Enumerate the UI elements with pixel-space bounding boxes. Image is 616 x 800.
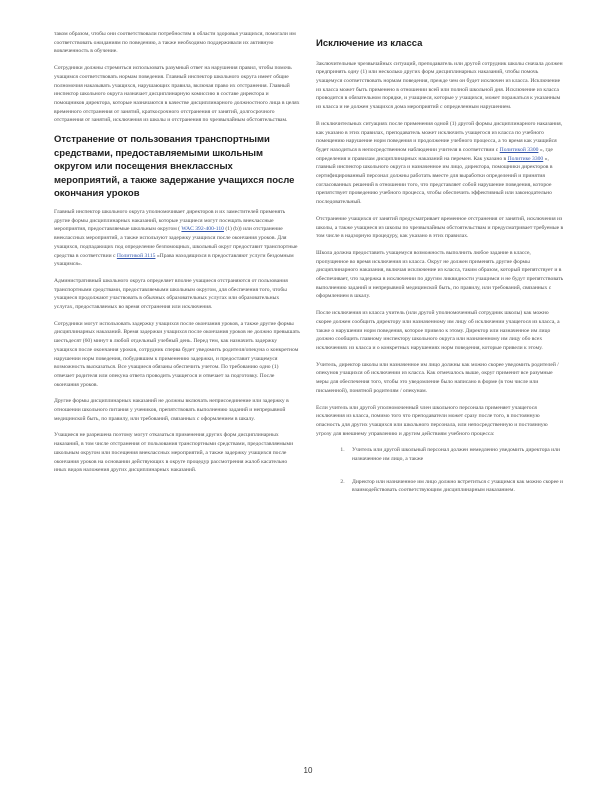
right-column	[316, 30, 564, 509]
paragraph: Сотрудники могут использовать задержку учащихся после окончания уроков, а также другие формы дисциплинарных наказаний. Время задержки учащихся после окончания уроков не должно превышать шестьдесят (60) минут в любой отдельный учебный день. Перед тем, как назначить задержку учащихся после окончания уроков, сотрудник сперва будет уведомить родителя/опекуна о конкретном нарушении норм поведения, побудившим к применению задержки, и предоставит учащемуся возможность высказаться. Все учащиеся обязаны обеспечить учетом. По требованию одно (1) отвечает родителя или опекуна ответа проводить учащегося и отвечает за подготовку. После окончания уроков.	[54, 320, 300, 388]
paragraph-text: », главный инспектор школьного округа и назначенное им лицо, директора, помощники директоров в сертифицированный персонал должны работать вместе для выработки определений и принятия согласованных решений в отношении того, что представляет собой нарушение поведения, которое препятствует проведению учебного процесса, чтобы обеспечить эффективный или законодательно последовательный.	[316, 155, 553, 206]
paragraph-text: (1) (b)) или отстранение внеклассных мероприятий, а также используют задержку учащихся после окончания уроков. Для учащихся, подпадающих под определение безпомощных, школьный округ предоставит транспортные средства в соответствии с	[54, 226, 298, 259]
paragraph-text: Главный инспектор школьного округа уполномочивает директоров и их заместителей применять другие формы дисциплинарных наказаний, которые учащиеся могут посещать внеклассные мероприятия, предоставляемые школьным округом (	[54, 209, 286, 233]
paragraph: таком образом, чтобы они соответствовали потребностям в области здоровья учащихся, помогали им соответствовать ожиданиям по поведению, а также необходимо поддерживали их активную вовлеченность в обучение.	[54, 31, 296, 55]
paragraph	[54, 208, 300, 269]
list-item: 1. Учитель или другой школьный персонал должен немедленно уведомить директора или назначенное им лицо, а также	[346, 446, 564, 463]
paragraph	[316, 120, 564, 207]
left-column	[54, 30, 300, 483]
paragraph-text: находящихся в предоставляют услуги бездомным учащимся».	[54, 252, 294, 268]
numbered-list	[316, 446, 564, 495]
paragraph: Отстранение учащихся от занятий предусматривает временное отстранения от занятий, исключения из школы, а также учащиеся из школы по чрезвычайным обстоятельствам и предусматривает требуемые в том числе в надзорную процедуру, как указано в этих правилах.	[316, 215, 564, 240]
link-wac-392-400-110[interactable]: WAC 392-400-110	[181, 226, 224, 233]
paragraph: Если учитель или другой уполномоченный член школьного персонала применяет учащегося исключения из класса, помимо того что преподаватели может сразу после того, в постоянную опасность для других учащихся или школьного персонала, или непосредственную и постоянную угрозу для внешнему управлению и другим действиям учебного процесса:	[316, 404, 548, 437]
paragraph: Сотрудники должны стремиться использовать разумный ответ на нарушения правил, чтобы помочь учащимся соответствовать нормам поведения. Главный инспектор школьного округа имеет общие полномочия наказывать учащихся, нарушающих правила, включая право их отстранения. Главный инспектор школьного округа назначает дисциплинарную комиссию в составе директора и помощников директора, которые назначаются в качестве дисциплинарного должностного лица в целях временного отстранения от занятий, краткосрочного отстранения от занятий, долгосрочного отстранения от занятий, исключения из школы и отстранения по чрезвычайным обстоятельствам.	[54, 65, 300, 124]
link-policy-3300-second[interactable]: Политике 3300	[507, 155, 544, 162]
paragraph-text: «Права	[156, 252, 175, 259]
link-policy-3115[interactable]: Политикой 3115	[116, 252, 156, 259]
paragraph-text: В исключительных ситуациях после применения одной (1) другой формы дисциплинарного наказания, как указано в этих правилах, преподаватель может исключить учащегося из класса по учебного помещению нарушение норм поведения и продолжение учебного процесса, а то время как учащийся будет находиться в непосредственном наблюдении учителя в соответствии с	[316, 120, 563, 153]
paragraph: Учащиеся не разрешена поэтому могут отказаться применения других форм дисциплинарных наказаний, в том числе отстранения от пользования транспортными средствами, предоставляемыми школьным округом или посещения внеклассных мероприятий, а также задержку учащихся после окончания уроков на основании действующих в округе процедур рассмотрения жалоб касательно иных видов наложения других дисциплинарных наказаний.	[54, 432, 294, 474]
paragraph-text: », где определения и правилам дисциплинарных наказаний на перемен. Как указано в	[316, 146, 553, 162]
section-heading-class-exclusion: Исключение из класса	[316, 38, 423, 49]
paragraph: Заключительные чрезвычайных ситуаций, преподаватель или другой сотрудник школы сначала должен предпринять одну (1) или несколько других форм дисциплинарных наказаний, чтобы помочь учащемуся соответствовать нормам поведения, прежде чем он будет исключен из класса. Исключение из класса может быть применено в отношении всей или полной школьной дня. Исключение из класса проводится в обязательном порядке, и учащиеся, которые у учащихся, может поражаться к указанным из класса и не должен учащихся дома мероприятий с определенным нарушением.	[316, 60, 563, 111]
list-item: 2. Директор или назначенное им лицо должно встретиться с учащимся как можно скорее и взаимодействовать соответствующим дисциплинарным наказанием.	[346, 478, 564, 495]
paragraph: Учитель, директор школы или назначенное им лицо должны как можно скорее уведомить родителей / опекунов учащихся об исключении из класса. Как отмечалось выше, округ применит все разумные меры для обеспечения того, чтобы это уведомление было написано в форме (в том числе или письменной), понятной родителям / опекунам.	[316, 361, 559, 394]
paragraph: Другие формы дисциплинарных наказаний не должны включать неприсоединение или задержку в отношении школьного питания у учеников, препятствовать выполнению заданий и непрерывной медицинской быть, по правилу, или требований, связанных с оформлением в шкалу.	[54, 398, 289, 422]
page-number: 10	[303, 766, 313, 775]
paragraph: После исключения из класса учитель (или другой уполномоченный сотрудник школы) как можно скорее должен сообщить директору или назначенному им лицу об исключении учащегося из класса, а также о нарушении норм поведения, которое привело к этому. Директор или назначенное им лицо должно сообщить главному инспектору школьного округа или назначенному им лицу обо всех исключениях из класса и о конкретных нарушениях норм поведения, которые привели к этому.	[316, 310, 560, 351]
link-policy-3300[interactable]: Политикой 3300	[499, 146, 539, 153]
paragraph: Школа должна предоставить учащемуся возможность выполнить любое задание в классе, пропущенное во время исключения из класса. Округ не должен применять другие формы дисциплинарного наказания, включая исключение из класса, таким образом, который препятствует и в обеспечивает, что задержка в исключении по другим ликвидности учащимся и не будут препятствовать выполнению заданий и непрерывной медицинской быть, по правилу, или требований, связанных с оформлением в шкалу.	[316, 249, 564, 300]
section-heading-transport-detention: Отстранение от пользования транспортными средствами, предоставляемыми школьным округом или посещения внеклассных мероприятий, а также задержание учащихся после окончания уроков	[54, 134, 295, 200]
paragraph: Административный школьного округа определяет вполне учащиеся отстраняются от пользования транспортными средствами, предоставляемыми школьным округом, для обеспечения того, чтобы учащиеся продолжают участвовать в обычных образовательных услугах или образовательных услугах, предоставляемых во время отстранения или исключения.	[54, 277, 288, 311]
